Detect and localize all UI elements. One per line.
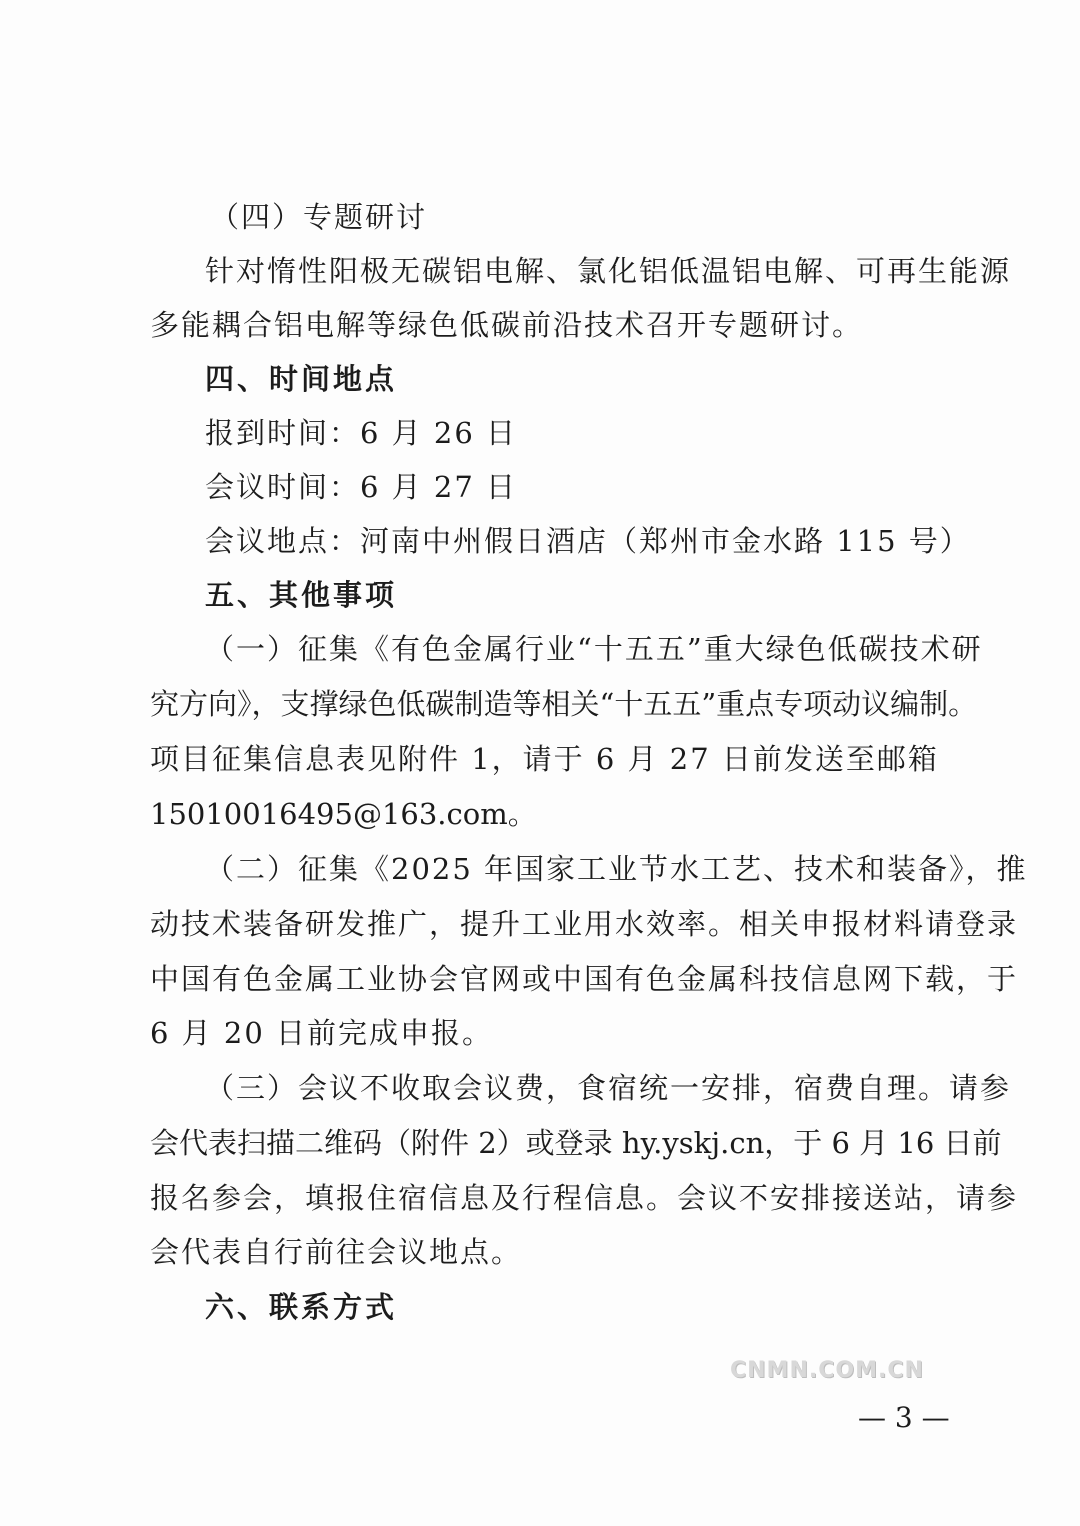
paragraph-line: （二）征集《2025 年国家工业节水工艺、技术和装备》，推 bbox=[205, 852, 1028, 886]
paragraph-line: （三）会议不收取会议费，食宿统一安排，宿费自理。请参 bbox=[205, 1071, 1012, 1105]
email-address: 15010016495@163.com。 bbox=[150, 797, 537, 831]
paragraph-line: 6 月 20 日前完成申报。 bbox=[150, 1016, 494, 1050]
meeting-venue: 会议地点：河南中州假日酒店（郑州市金水路 115 号） bbox=[205, 524, 971, 558]
paragraph-line: 动技术装备研发推广，提升工业用水效率。相关申报材料请登录 bbox=[150, 907, 1019, 941]
paragraph-line: 究方向》，支撑绿色低碳制造等相关“十五五”重点专项动议编制。 bbox=[150, 687, 978, 721]
meeting-time: 会议时间：6 月 27 日 bbox=[205, 470, 518, 504]
page-number: — 3 — bbox=[858, 1401, 950, 1434]
checkin-time: 报到时间：6 月 26 日 bbox=[205, 416, 518, 450]
paragraph-line: 会代表扫描二维码（附件 2）或登录 hy.yskj.cn，于 6 月 16 日前 bbox=[150, 1126, 1002, 1160]
paragraph-line: 中国有色金属工业协会官网或中国有色金属科技信息网下载，于 bbox=[150, 962, 1019, 996]
subsection-title: （四）专题研讨 bbox=[210, 200, 428, 234]
paragraph-line: 项目征集信息表见附件 1，请于 6 月 27 日前发送至邮箱 bbox=[150, 742, 939, 776]
section-heading: 五、其他事项 bbox=[205, 578, 398, 612]
paragraph-line: （一）征集《有色金属行业“十五五”重大绿色低碳技术研 bbox=[205, 632, 983, 666]
paragraph-line: 会代表自行前往会议地点。 bbox=[150, 1235, 523, 1269]
section-heading: 四、时间地点 bbox=[205, 362, 398, 396]
paragraph-line: 多能耦合铝电解等绿色低碳前沿技术召开专题研讨。 bbox=[150, 308, 864, 342]
section-heading: 六、联系方式 bbox=[205, 1290, 398, 1324]
site-watermark: CNMN.COM.CN bbox=[730, 1358, 924, 1383]
paragraph-line: 报名参会，填报住宿信息及行程信息。会议不安排接送站，请参 bbox=[150, 1181, 1019, 1215]
paragraph-line: 针对惰性阳极无碳铝电解、氯化铝低温铝电解、可再生能源 bbox=[205, 254, 1012, 288]
